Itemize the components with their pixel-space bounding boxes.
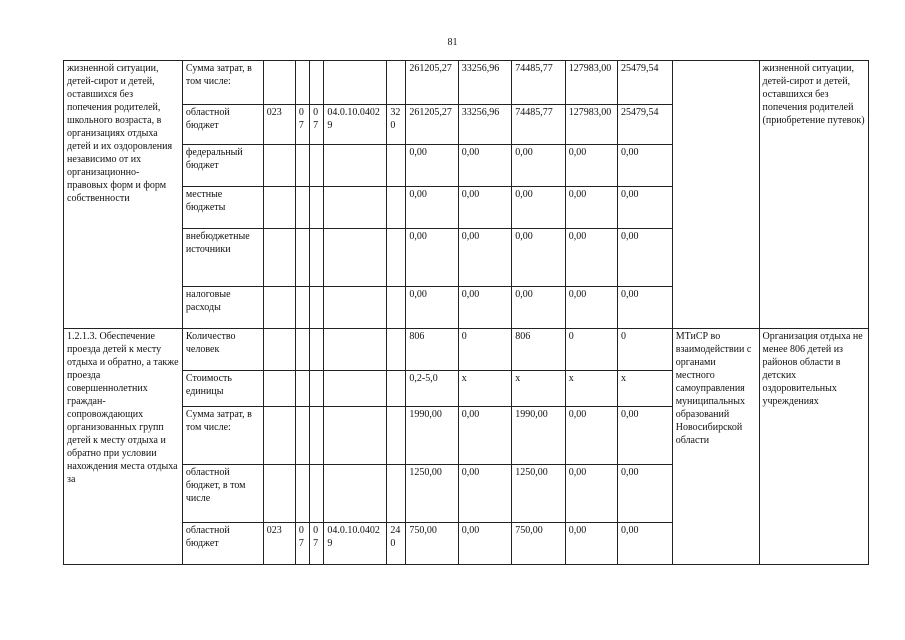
page-number: 81 (447, 37, 458, 48)
cell-y4: 25479,54 (618, 105, 673, 145)
cell-pr (310, 145, 324, 187)
cell-rz: 07 (295, 523, 309, 565)
cell-y2: 74485,77 (512, 61, 566, 105)
cell-pr (310, 187, 324, 229)
cell-y3: x (565, 371, 617, 407)
cell-total: 806 (406, 329, 458, 371)
cell-y1: 33256,96 (458, 61, 512, 105)
cell-csr (324, 61, 387, 105)
cell-y4: x (618, 371, 673, 407)
cell-pr (310, 287, 324, 329)
cell-total: 261205,27 (406, 105, 458, 145)
cell-y2: 1250,00 (512, 465, 566, 523)
cell-y3: 127983,00 (565, 61, 617, 105)
cell-total: 0,00 (406, 229, 458, 287)
cell-grbs (263, 287, 295, 329)
cell-grbs: 023 (263, 523, 295, 565)
cell-vr (387, 329, 406, 371)
cell-grbs (263, 187, 295, 229)
cell-indicator: областной бюджет (182, 105, 263, 145)
cell-csr (324, 145, 387, 187)
cell-grbs: 023 (263, 105, 295, 145)
cell-y2: 74485,77 (512, 105, 566, 145)
cell-csr (324, 187, 387, 229)
cell-rz (295, 371, 309, 407)
table-body (64, 61, 869, 565)
cell-csr (324, 329, 387, 371)
cell-y1: 0,00 (458, 407, 512, 465)
cell-y4: 0,00 (618, 229, 673, 287)
cell-y2: 0,00 (512, 187, 566, 229)
cell-y1: 0 (458, 329, 512, 371)
result-cell: жизненной ситуации, детей-сирот и детей, оставшихся без попечения родителей (приобретение путевок) (759, 61, 868, 329)
cell-rz (295, 407, 309, 465)
cell-y1: 0,00 (458, 187, 512, 229)
cell-csr (324, 465, 387, 523)
cell-total: 1990,00 (406, 407, 458, 465)
cell-grbs (263, 145, 295, 187)
cell-indicator: областной бюджет, в том числе (182, 465, 263, 523)
cell-grbs (263, 229, 295, 287)
cell-rz (295, 465, 309, 523)
cell-indicator: Стоимость единицы (182, 371, 263, 407)
cell-vr (387, 229, 406, 287)
cell-rz (295, 229, 309, 287)
cell-rz (295, 61, 309, 105)
measure-description-cell: 1.2.1.3. Обеспечение проезда детей к месту отдыха и обратно, а также проезда совершеннолетних граждан-сопровождающих организованных групп детей к месту отдыха и обратно при условии нахождения места отдыха за (64, 329, 183, 565)
cell-y1: 0,00 (458, 465, 512, 523)
cell-pr (310, 329, 324, 371)
cell-y3: 0,00 (565, 523, 617, 565)
result-cell: Организация отдыха не менее 806 детей из районов области в детских оздоровительных учреждениях (759, 329, 868, 565)
cell-indicator: налоговые расходы (182, 287, 263, 329)
cell-y3: 0,00 (565, 287, 617, 329)
budget-table (63, 60, 869, 565)
cell-grbs (263, 407, 295, 465)
cell-y3: 0,00 (565, 407, 617, 465)
cell-csr (324, 371, 387, 407)
cell-rz (295, 287, 309, 329)
cell-indicator: федеральный бюджет (182, 145, 263, 187)
cell-grbs (263, 465, 295, 523)
cell-total: 261205,27 (406, 61, 458, 105)
cell-total: 0,00 (406, 187, 458, 229)
cell-y1: x (458, 371, 512, 407)
cell-total: 0,2-5,0 (406, 371, 458, 407)
cell-vr (387, 287, 406, 329)
cell-indicator: Количество человек (182, 329, 263, 371)
cell-csr: 04.0.10.04029 (324, 105, 387, 145)
cell-pr (310, 465, 324, 523)
cell-y4: 0,00 (618, 407, 673, 465)
cell-vr: 320 (387, 105, 406, 145)
cell-y4: 0,00 (618, 145, 673, 187)
cell-y4: 0,00 (618, 287, 673, 329)
cell-y2: 0,00 (512, 145, 566, 187)
cell-grbs (263, 61, 295, 105)
cell-indicator: Сумма затрат, в том числе: (182, 407, 263, 465)
cell-y4: 0,00 (618, 523, 673, 565)
cell-grbs (263, 371, 295, 407)
cell-pr: 07 (310, 105, 324, 145)
cell-indicator: областной бюджет (182, 523, 263, 565)
cell-y1: 0,00 (458, 145, 512, 187)
executor-cell (672, 61, 759, 329)
cell-csr (324, 287, 387, 329)
cell-csr (324, 407, 387, 465)
cell-indicator: местные бюджеты (182, 187, 263, 229)
cell-y2: 750,00 (512, 523, 566, 565)
cell-y3: 0,00 (565, 145, 617, 187)
cell-y1: 0,00 (458, 523, 512, 565)
cell-pr: 07 (310, 523, 324, 565)
cell-csr: 04.0.10.04029 (324, 523, 387, 565)
cell-y1: 0,00 (458, 229, 512, 287)
cell-vr (387, 371, 406, 407)
cell-vr (387, 187, 406, 229)
cell-y3: 0,00 (565, 187, 617, 229)
cell-y2: x (512, 371, 566, 407)
cell-total: 1250,00 (406, 465, 458, 523)
cell-indicator: Сумма затрат, в том числе: (182, 61, 263, 105)
cell-rz: 07 (295, 105, 309, 145)
cell-y4: 25479,54 (618, 61, 673, 105)
cell-vr (387, 407, 406, 465)
cell-y3: 0,00 (565, 229, 617, 287)
cell-indicator: внебюджетные источники (182, 229, 263, 287)
cell-y2: 0,00 (512, 287, 566, 329)
cell-vr (387, 61, 406, 105)
cell-y3: 0,00 (565, 465, 617, 523)
cell-total: 0,00 (406, 145, 458, 187)
cell-grbs (263, 329, 295, 371)
executor-cell: МТиСР во взаимодействии с органами местного самоуправления муниципальных образований Новосибирской области (672, 329, 759, 565)
measure-description-cell: жизненной ситуации, детей-сирот и детей, оставшихся без попечения родителей, школьного возраста, в организациях отдыха детей и их оздоровления независимо от их организационно-правовых форм и форм собственности (64, 61, 183, 329)
cell-rz (295, 329, 309, 371)
cell-rz (295, 145, 309, 187)
table-row (64, 329, 869, 371)
cell-total: 750,00 (406, 523, 458, 565)
cell-y4: 0,00 (618, 187, 673, 229)
cell-y2: 0,00 (512, 229, 566, 287)
cell-vr: 240 (387, 523, 406, 565)
cell-y1: 0,00 (458, 287, 512, 329)
cell-vr (387, 465, 406, 523)
cell-vr (387, 145, 406, 187)
cell-rz (295, 187, 309, 229)
cell-y4: 0,00 (618, 465, 673, 523)
cell-y3: 127983,00 (565, 105, 617, 145)
table-row (64, 61, 869, 105)
cell-pr (310, 229, 324, 287)
cell-y4: 0 (618, 329, 673, 371)
cell-y2: 1990,00 (512, 407, 566, 465)
cell-y2: 806 (512, 329, 566, 371)
cell-total: 0,00 (406, 287, 458, 329)
cell-y3: 0 (565, 329, 617, 371)
cell-csr (324, 229, 387, 287)
cell-pr (310, 371, 324, 407)
cell-y1: 33256,96 (458, 105, 512, 145)
cell-pr (310, 61, 324, 105)
cell-pr (310, 407, 324, 465)
